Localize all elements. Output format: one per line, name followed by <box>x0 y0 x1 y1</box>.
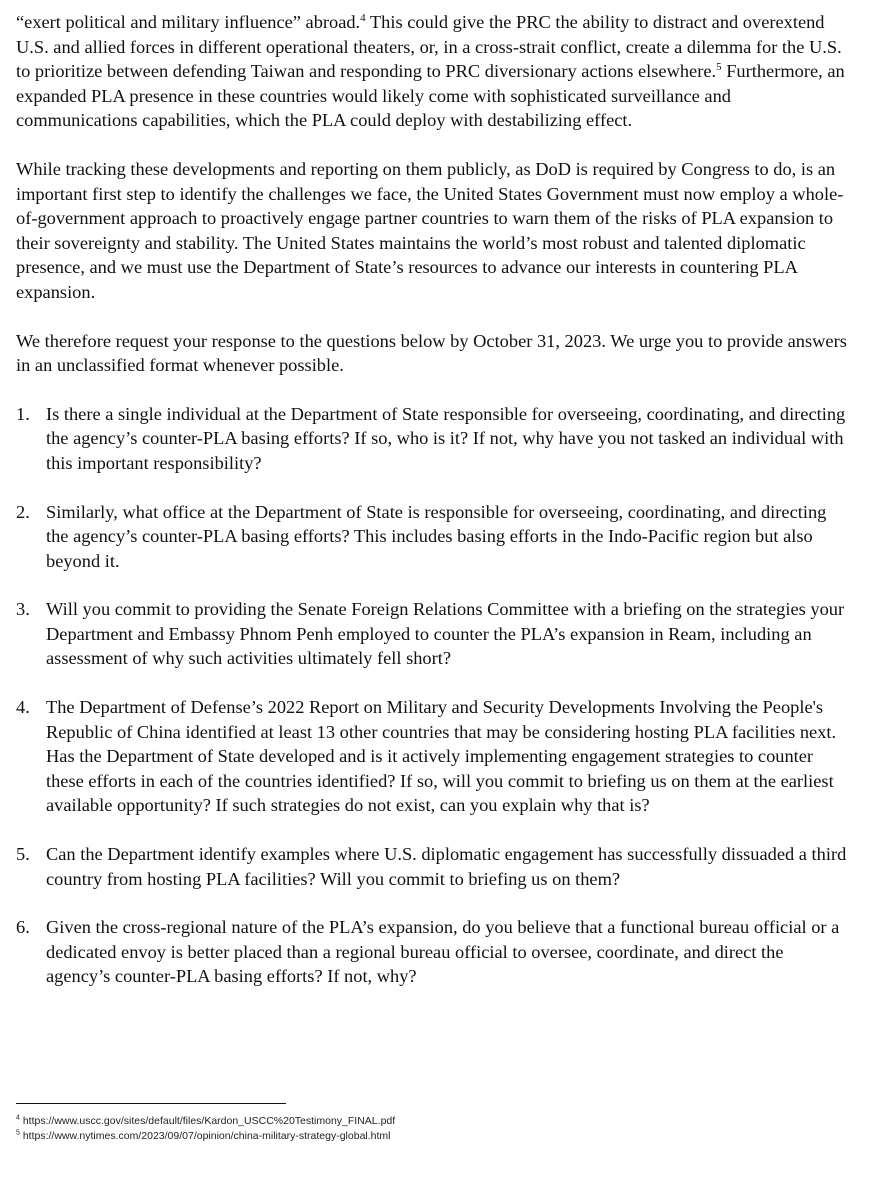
body-paragraph: While tracking these developments and reporting on them publicly, as DoD is required by Congress to do, is an important first step to identify the challenges we face, the United States Government must now employ a whole-of-government approach to proactively engage partner countries to warn them of the risks of PLA expansion to their sovereignty and stability. The United States maintains the world’s most robust and talented diplomatic presence, and we must use the Department of State’s resources to advance our interests in countering PLA expansion. <box>16 158 844 302</box>
question-text: Can the Department identify examples where U.S. diplomatic engagement has successfully dissuaded a third country from hosting PLA facilities? Will you commit to briefing us on them? <box>46 844 847 889</box>
question-item <box>16 842 849 891</box>
question-list <box>16 402 849 989</box>
footnotes <box>16 1114 395 1144</box>
footnote-link[interactable]: https://www.uscc.gov/sites/default/files/Kardon_USCC%20Testimony_FINAL.pdf <box>22 1115 396 1127</box>
footnote-divider <box>16 1103 286 1104</box>
footnote-ref[interactable]: 4 <box>360 11 366 24</box>
question-number: 3. <box>16 599 30 620</box>
question-text: Is there a single individual at the Department of State responsible for overseeing, coordinating, and directing the agency’s counter-PLA basing efforts? If so, who is it? If not, why have you not tasked an individual with this important responsibility? <box>46 403 846 473</box>
question-number: 4. <box>16 697 30 718</box>
paragraph-text: “exert political and military influence” abroad. <box>16 12 361 32</box>
question-text: Will you commit to providing the Senate Foreign Relations Committee with a briefing on the strategies your Department and Embassy Phnom Penh employed to counter the PLA’s expansion in Ream, including an assessment of why such activities ultimately fell short? <box>46 599 845 669</box>
question-text: The Department of Defense’s 2022 Report on Military and Security Developments Involving the People's Republic of China identified at least 13 other countries that may be considering hosting PLA facilities next. Has the Department of State developed and is it actively implementing engagement strategies to counter these efforts in each of the countries identified? If so, will you commit to briefing us on them at the earliest available opportunity? If such strategies do not exist, can you explain why that is? <box>46 697 837 816</box>
question-number: 6. <box>16 917 30 938</box>
body-paragraph <box>16 10 849 133</box>
question-item <box>16 597 849 671</box>
question-number: 2. <box>16 501 30 522</box>
paragraph-text: This could give the PRC the ability to distract and overextend U.S. and allied forces in different operational theaters, or, in a cross-strait conflict, create a dilemma for the U.S. to prioritize between defending Taiwan and responding to PRC diversionary actions elsewhere. <box>16 12 842 82</box>
footnote-number: 4 <box>16 1114 20 1122</box>
question-item <box>16 500 849 574</box>
question-number: 1. <box>16 403 30 424</box>
footnote-link[interactable]: https://www.nytimes.com/2023/09/07/opinion/china-military-strategy-global.html <box>22 1130 391 1142</box>
footnote-number: 5 <box>16 1129 20 1137</box>
question-number: 5. <box>16 844 30 865</box>
body-paragraph: We therefore request your response to the questions below by October 31, 2023. We urge you to provide answers in an unclassified format whenever possible. <box>16 330 847 376</box>
footnote-ref[interactable]: 5 <box>716 61 722 74</box>
question-item <box>16 915 849 989</box>
question-item <box>16 695 849 818</box>
question-item <box>16 402 849 476</box>
footnote <box>16 1114 395 1129</box>
question-text: Similarly, what office at the Department of State is responsible for overseeing, coordinating, and directing the agency’s counter-PLA basing efforts? This includes basing efforts in the Indo-Pacific region but also beyond it. <box>46 501 827 571</box>
footnote <box>16 1129 395 1144</box>
question-text: Given the cross-regional nature of the PLA’s expansion, do you believe that a functional bureau official or a dedicated envoy is better placed than a regional bureau official to oversee, coordinate, and direct the agency’s counter-PLA basing efforts? If not, why? <box>46 917 840 987</box>
paragraph-text: Furthermore, an expanded PLA presence in these countries would likely come with sophisticated surveillance and communications capabilities, which the PLA could deploy with destabilizing effect. <box>16 61 845 131</box>
